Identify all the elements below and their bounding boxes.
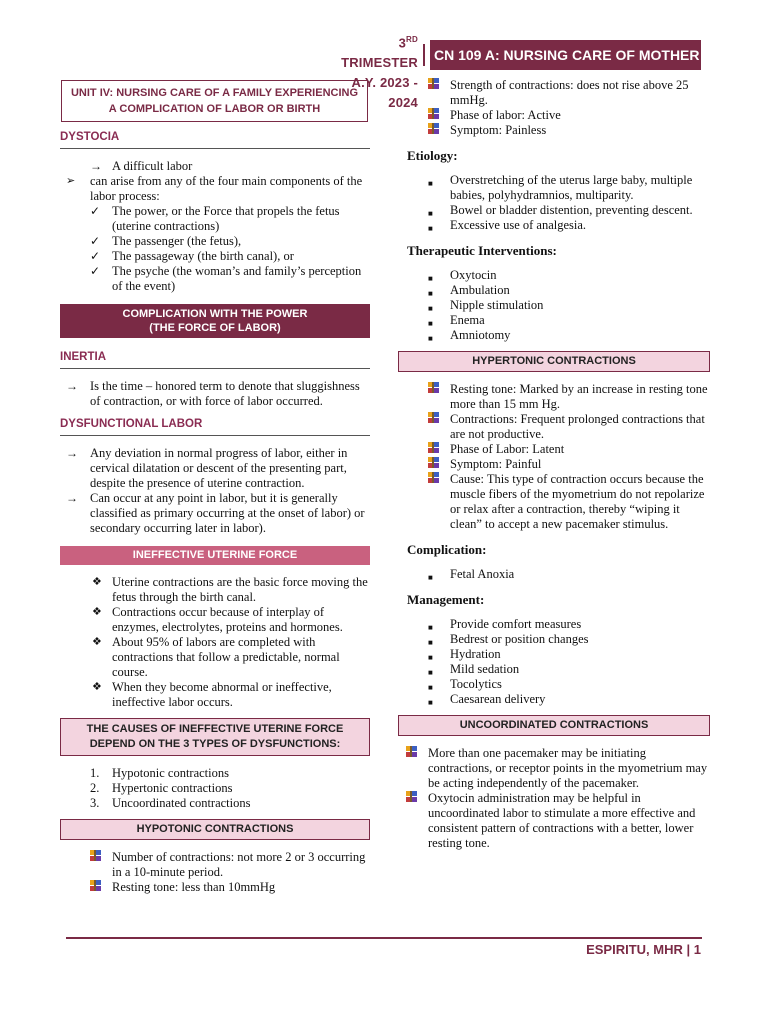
square-bullet-icon: ■	[428, 683, 433, 692]
list-item: 3. Uncoordinated contractions	[90, 796, 251, 810]
footer: ESPIRITU, MHR | 1	[586, 942, 701, 957]
page-number: 1	[693, 942, 701, 957]
list-item: → Can occur at any point in labor, but it is generally classified as primary occurring at the onset of labor) or secondary occurring later in labor).	[66, 491, 365, 535]
management-list	[398, 617, 710, 707]
square-bullet-icon: ■	[428, 334, 433, 343]
list-item: ❖ About 95% of labors are completed with contractions that follow a predictable, normal course.	[92, 635, 340, 679]
diamond-icon: ❖	[92, 576, 102, 588]
list-item: → A difficult labor	[90, 159, 193, 173]
left-column	[60, 80, 370, 895]
square-bullet-icon: ■	[428, 573, 433, 582]
square-bullet-icon: ■	[428, 638, 433, 647]
square-bullet-icon: ■	[428, 319, 433, 328]
list-item: ■ Mild sedation	[398, 662, 710, 677]
ineffective-force-list	[60, 575, 370, 710]
flag-bullet-icon	[406, 791, 417, 806]
flag-bullet-icon	[428, 78, 439, 93]
flag-bullet-icon	[406, 746, 417, 761]
inertia-heading: INERTIA	[60, 350, 370, 369]
flag-bullet-icon	[428, 412, 439, 427]
check-icon: ✓	[90, 204, 101, 218]
check-icon: ✓	[90, 249, 101, 263]
list-item: Cause: This type of contraction occurs because the muscle fibers of the myometrium do not repolarize or relax after a contraction, thereby “wiping it clean” to accept a new pacemaker stimulus.	[398, 472, 710, 532]
dysfunctional-labor-heading: DYSFUNCTIONAL LABOR	[60, 417, 370, 436]
flag-bullet-icon	[428, 457, 439, 472]
list-item: ✓ The power, or the Force that propels the fetus (uterine contractions)	[90, 204, 340, 233]
flag-bullet-icon	[90, 850, 101, 865]
list-item: ■ Overstretching of the uterus large baby, multiple babies, polyhydramnios, multiparity.	[428, 173, 693, 202]
header-divider	[423, 44, 425, 66]
arrow-icon: →	[66, 491, 78, 505]
hypotonic-list-left	[60, 850, 370, 895]
hypotonic-heading: HYPOTONIC CONTRACTIONS	[60, 819, 370, 840]
list-item: Number of contractions: not more 2 or 3 occurring in a 10-minute period.	[60, 850, 370, 880]
list-item: More than one pacemaker may be initiating contractions, or receptor points in the myometrium may be acting independently of the pacemaker.	[398, 746, 710, 791]
list-item: ■ Oxytocin	[398, 268, 710, 283]
hypertonic-heading: HYPERTONIC CONTRACTIONS	[398, 351, 710, 372]
square-bullet-icon: ■	[428, 304, 433, 313]
check-icon: ✓	[90, 264, 101, 278]
list-item: ■ Nipple stimulation	[398, 298, 710, 313]
square-bullet-icon: ■	[428, 274, 433, 283]
ineffective-force-heading: INEFFECTIVE UTERINE FORCE	[60, 546, 370, 565]
course-title: CN 109 A: NURSING CARE OF MOTHER AT RISK	[430, 40, 701, 70]
list-item: Contractions: Frequent prolonged contractions that are not productive.	[398, 412, 710, 442]
chevron-icon: ➢	[66, 175, 76, 187]
square-bullet-icon: ■	[428, 224, 433, 233]
therapeutic-heading: Therapeutic Interventions:	[407, 243, 557, 258]
list-item: Resting tone: less than 10mmHg	[60, 880, 370, 895]
flag-bullet-icon	[428, 442, 439, 457]
trimester-label: 3RD TRIMESTER	[341, 35, 418, 71]
square-bullet-icon: ■	[428, 653, 433, 662]
list-item: Phase of labor: Active	[398, 108, 710, 123]
dysfunctional-labor-list	[60, 446, 370, 536]
complication-list	[398, 567, 710, 582]
diamond-icon: ❖	[92, 636, 102, 648]
list-item: Oxytocin administration may be helpful in uncoordinated labor to stimulate a more effective and consistent pattern of contractions with a better, lower resting tone.	[398, 791, 710, 851]
list-item: ■ Enema	[398, 313, 710, 328]
list-item: ■ Provide comfort measures	[398, 617, 710, 632]
list-item: ■ Hydration	[398, 647, 710, 662]
list-item: ✓ The psyche (the woman’s and family’s perception of the event)	[90, 264, 362, 293]
flag-bullet-icon	[428, 382, 439, 397]
list-item: → Is the time – honored term to denote that sluggishness of contraction, or with force of labor occurred.	[66, 379, 360, 408]
causes-heading: THE CAUSES OF INEFFECTIVE UTERINE FORCE DEPEND ON THE 3 TYPES OF DYSFUNCTIONS:	[60, 718, 370, 756]
list-item: 2. Hypertonic contractions	[90, 781, 233, 795]
flag-bullet-icon	[428, 123, 439, 138]
uncoordinated-list	[398, 746, 710, 851]
therapeutic-list	[398, 268, 710, 343]
list-item: Strength of contractions: does not rise above 25 mmHg.	[398, 78, 710, 108]
square-bullet-icon: ■	[428, 623, 433, 632]
uncoordinated-heading: UNCOORDINATED CONTRACTIONS	[398, 715, 710, 736]
list-item: ❖ When they become abnormal or ineffective, ineffective labor occurs.	[92, 680, 332, 709]
diamond-icon: ❖	[92, 681, 102, 693]
list-item: ■ Amniotomy	[398, 328, 710, 343]
list-item: ■ Bowel or bladder distention, preventing descent.	[398, 203, 710, 218]
arrow-icon: →	[90, 159, 102, 173]
list-item: ■ Bedrest or position changes	[398, 632, 710, 647]
right-column	[398, 78, 710, 851]
list-item: ❖ Contractions occur because of interplay of enzymes, electrolytes, proteins and hormones.	[92, 605, 343, 634]
list-item: ➢ can arise from any of the four main components of the labor process:	[66, 174, 363, 203]
flag-bullet-icon	[428, 108, 439, 123]
management-heading: Management:	[407, 592, 485, 607]
arrow-icon: →	[66, 379, 78, 393]
author-name: ESPIRITU, MHR	[586, 942, 683, 957]
square-bullet-icon: ■	[428, 668, 433, 677]
list-item: ✓ The passenger (the fetus),	[90, 234, 242, 248]
square-bullet-icon: ■	[428, 289, 433, 298]
academic-year: A.Y. 2023 - 2024	[351, 75, 418, 111]
power-complication-banner: COMPLICATION WITH THE POWER (THE FORCE OF LABOR)	[60, 304, 370, 338]
etiology-list	[398, 173, 710, 233]
list-item: → Any deviation in normal progress of labor, either in cervical dilatation or descent of the presenting part, despite the presence of uterine contraction.	[66, 446, 348, 490]
list-item: Symptom: Painless	[398, 123, 710, 138]
dystocia-heading: DYSTOCIA	[60, 130, 370, 149]
diamond-icon: ❖	[92, 606, 102, 618]
labor-components-list	[60, 204, 370, 294]
dystocia-list	[60, 159, 370, 204]
list-item: ✓ The passageway (the birth canal), or	[90, 249, 294, 263]
square-bullet-icon: ■	[428, 209, 433, 218]
flag-bullet-icon	[90, 880, 101, 895]
list-item: ■ Fetal Anoxia	[398, 567, 710, 582]
square-bullet-icon: ■	[428, 179, 433, 188]
flag-bullet-icon	[428, 472, 439, 487]
list-item: ■ Tocolytics	[398, 677, 710, 692]
list-item: Resting tone: Marked by an increase in resting tone more than 15 mm Hg.	[398, 382, 710, 412]
list-item: ■ Ambulation	[398, 283, 710, 298]
etiology-heading: Etiology:	[407, 148, 458, 163]
arrow-icon: →	[66, 446, 78, 460]
list-item: 1. Hypotonic contractions	[90, 766, 229, 780]
check-icon: ✓	[90, 234, 101, 248]
complication-heading: Complication:	[407, 542, 487, 557]
footer-rule	[66, 937, 702, 939]
list-item: ■ Excessive use of analgesia.	[398, 218, 710, 233]
hypertonic-list	[398, 382, 710, 532]
unit-title: UNIT IV: NURSING CARE OF A FAMILY EXPERIENCING A COMPLICATION OF LABOR OR BIRTH	[61, 80, 368, 122]
inertia-list	[60, 379, 370, 409]
list-item: Symptom: Painful	[398, 457, 710, 472]
hypotonic-list-right	[398, 78, 710, 138]
list-item: ❖ Uterine contractions are the basic force moving the fetus through the birth canal.	[92, 575, 368, 604]
list-item: ■ Caesarean delivery	[398, 692, 710, 707]
list-item: Phase of Labor: Latent	[398, 442, 710, 457]
square-bullet-icon: ■	[428, 698, 433, 707]
dysfunction-types-list	[60, 766, 370, 811]
